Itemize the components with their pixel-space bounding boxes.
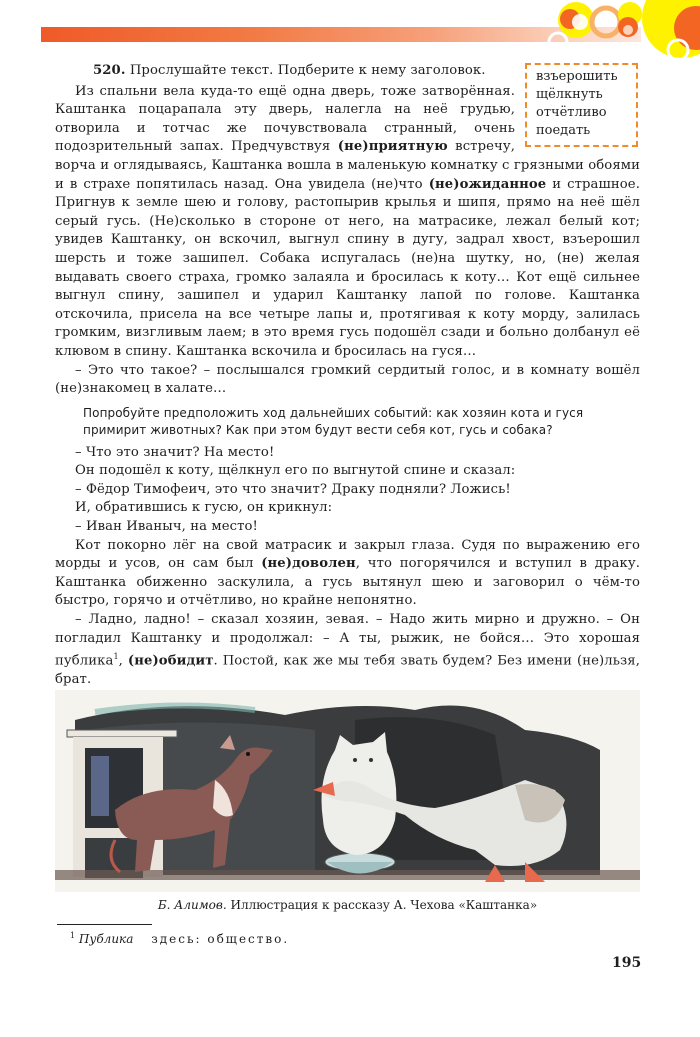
illustration-caption [55, 897, 640, 913]
footnote-definition: здесь: общество. [151, 932, 290, 946]
text-run: – Ладно, ладно! – сказал хозяин, зевая. – Надо жить мирно и дружно. – Он погладил Каштанку и продолжал: – А ты, рыжик, не бойся… Это хорошая публика [55, 612, 640, 669]
caption-text: Иллюстрация к рассказу А. Чехова «Каштанка» [226, 898, 538, 912]
decorative-circles-icon [540, 0, 700, 70]
highlighted-word: (не)приятную [337, 139, 448, 155]
discussion-question: Попробуйте предположить ход дальнейших событий: как хозяин кота и гуся примирит животных? Как при этом будут вести себя кот, гусь и собака? [83, 405, 584, 437]
text-run: . Постой, как же мы тебя звать будем? Без имени (не)льзя, брат. [55, 653, 640, 688]
text-run: встречу, ворча и оглядываясь, Каштанка вошла в маленькую комнатку с грязными обоями и в страхе попятилась назад. Она увидела (не)что [55, 139, 640, 192]
vocab-word: щёлкнуть [536, 87, 603, 102]
text-run: Из спальни вела куда-то ещё одна дверь, тоже затворённая. Каштанка поцарапала эту дверь, налегла на неё грудью, отворила и тотчас же почувствовала странный, очень подозрительный запах. Предчувствуя [55, 83, 515, 155]
task-instruction: Прослушайте текст. Подберите к нему заголовок. [129, 63, 486, 78]
text-run: , [118, 653, 128, 669]
dialogue-line: – Что это значит? На место! [75, 444, 275, 460]
main-text [55, 62, 640, 690]
text-run: и страшное. Пригнув к земле шею и голову, растопырив крылья и шипя, прямо на неё шёл серый гусь. (Не)сколько в стороне от него, на матрасике, лежал белый кот; увидев Каштанку, он вскочил, выгнул спину в дугу, задрал хвост, взъерошил шерсть и тоже зашипел. Собака испугалась (не)на шутку, но, (не) желая выдавать своего страха, громко залаяла и бросилась к коту… Кот ещё сильнее выгнул спину, зашипел и ударил Каштанку лапой по голове. Каштанка отскочила, присела на все четыре лапы и, протягивая к коту морду, залилась громким, визгливым лаем; в это время гусь подошёл сзади и больно долбанул её клювом в спину. Каштанка вскочила и бросилась на гуся… [55, 176, 640, 359]
highlighted-word: (не)доволен [261, 556, 356, 572]
task-number: 520. [93, 63, 126, 78]
vocab-word: взъерошить [536, 69, 618, 84]
paragraph-4 [55, 611, 640, 690]
footnote-term: Публика [78, 932, 134, 946]
caption-author: Б. Алимов. [157, 898, 227, 912]
footnote-divider [57, 924, 152, 925]
paragraph-3 [55, 537, 640, 611]
paragraph-2: – Это что такое? – послышался громкий сердитый голос, и в комнату вошёл (не)знакомец в халате… [55, 362, 640, 397]
highlighted-word: (не)обидит [127, 653, 214, 669]
text-run: , что погорячился и вступил в драку. Каштанка обиженно заскулила, а гусь вытянул шею и заговорил о чём-то быстро, горячо и отчётливо, но крайне непонятно. [55, 556, 640, 609]
paragraph-1-text [55, 84, 640, 359]
paragraph-1 [55, 83, 640, 362]
illustration-dog-cat-goose [55, 690, 640, 892]
dialogue-line: – Иван Иваныч, на место! [75, 519, 258, 535]
footnote-marker: 1 [113, 652, 119, 662]
highlighted-word: (не)ожиданное [428, 176, 547, 192]
vocab-word: отчётливо [536, 105, 607, 120]
footnote [70, 928, 289, 947]
dialogue-line: – Фёдор Тимофеич, это что значит? Драку подняли? Ложись! [75, 481, 511, 497]
dialogue-line: Он подошёл к коту, щёлкнул его по выгнутой спине и сказал: [75, 463, 516, 479]
text-run: Кот покорно лёг на свой матрасик и закрыл глаза. Судя по выражению его морды и усов, он сам был [55, 537, 640, 572]
vocab-word: поедать [536, 123, 591, 138]
page-number: 195 [612, 955, 642, 971]
footnote-number: 1 [70, 931, 76, 940]
dialogue-line: И, обратившись к гусю, он крикнул: [75, 500, 333, 516]
